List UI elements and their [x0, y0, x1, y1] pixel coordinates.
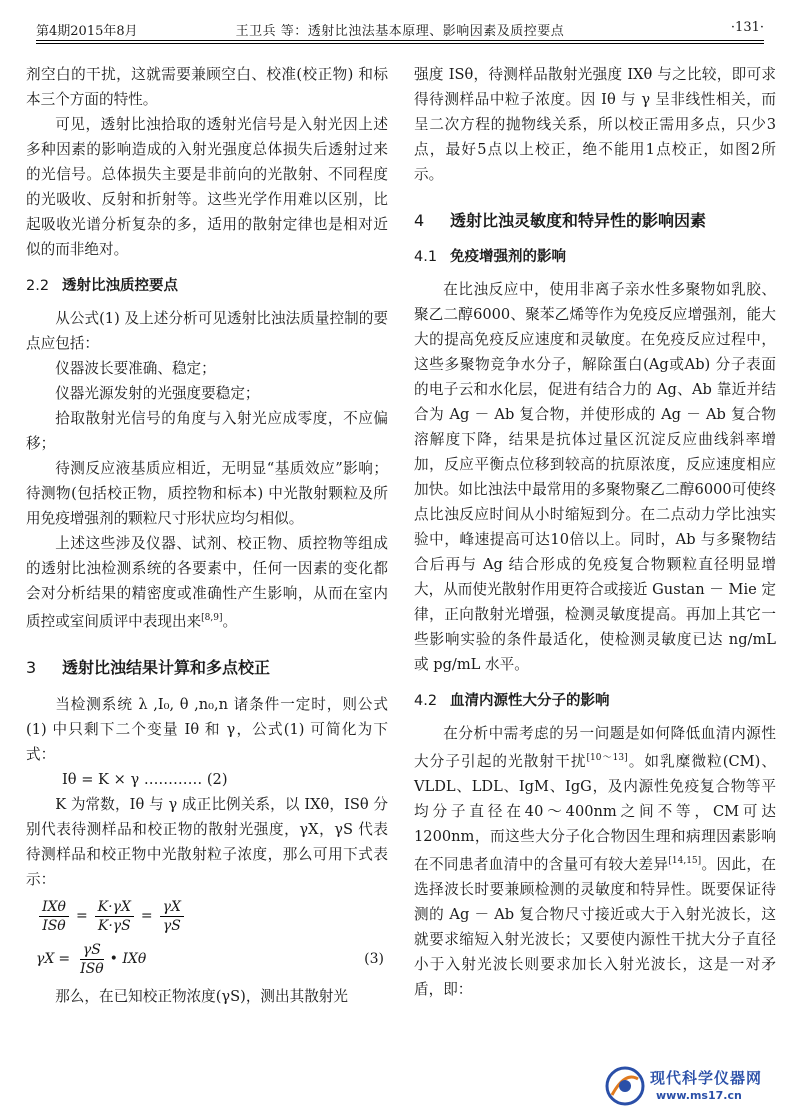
header-rule	[36, 43, 764, 44]
frac-numerator: γS	[80, 941, 104, 960]
right-column	[414, 62, 776, 1002]
section-heading-2-2	[26, 274, 388, 298]
paragraph: 从公式(1) 及上述分析可见透射比浊法质量控制的要点应包括：	[26, 310, 388, 352]
section-number: 4.1	[414, 249, 438, 265]
paragraph: 上述这些涉及仪器、试剂、校正物、质控物等组成的透射比浊检测系统的各要素中，任何一因素的变化都会对分析结果的精密度或准确性产生影响，从而在室内质控或室间质评中表现出来[8,9]。	[26, 535, 388, 630]
frac-denominator: ISθ	[80, 960, 104, 977]
frac-denominator: K·γS	[97, 917, 131, 934]
section-number: 4.2	[414, 693, 438, 709]
paragraph: 当检测系统 λ ,I₀, θ ,n₀,n 诸条件一定时，则公式(1) 中只剩下二个变量 Iθ 和 γ，公式(1) 可简化为下式：	[26, 695, 388, 763]
watermark-logo	[604, 1063, 782, 1109]
frac-denominator: γS	[162, 917, 181, 934]
running-title: 王卫兵 等：透射比浊法基本原理、影响因素及质控要点	[235, 24, 565, 39]
section-title: 透射比浊结果计算和多点校正	[62, 657, 271, 677]
frac-numerator: IXθ	[39, 898, 69, 917]
section-number: 4	[414, 211, 425, 230]
paragraph: 可见，透射比浊拾取的透射光信号是入射光因上述多种因素的影响造成的入射光强度总体损失后透射过来的光信号。总体损失主要是非前向的光散射、不同程度的光吸收、反射和折射等。这些光学作用难以区别，比起吸收光谱分析复杂的多，适用的散射定律也是相对近似的而非绝对。	[26, 116, 388, 258]
logo-url: www.ms17.cn	[656, 1089, 742, 1102]
logo-name: 现代科学仪器网	[650, 1069, 763, 1087]
section-number: 2.2	[26, 278, 50, 294]
list-item: 待测反应液基质应相近，无明显“基质效应”影响；待测物(包括校正物，质控物和标本) 中光散射颗粒及所用免疫增强剂的颗粒尺寸形状应均匀相似。	[26, 460, 388, 527]
section-title: 血清内源性大分子的影响	[450, 693, 610, 709]
section-title: 免疫增强剂的影响	[450, 249, 566, 265]
paragraph: 在分析中需考虑的另一问题是如何降低血清内源性大分子引起的光散射干扰[10～13]。如乳糜微粒(CM)、VLDL、LDL、IgM、IgG，及内源性免疫复合物等平均分子直径在40～400nm之间不等，CM可达1200nm，而这些大分子化合物因生理和病理因素影响在不同患者血清中的含量可有较大差异[14,15]。因此，在选择波长时要兼顾检测的灵敏度和特异性。既要保证待测的 Ag － Ab 复合物尺寸接近或大于入射光波长，这就要求缩短入射光波长；又要使内源性干扰大分子直径小于入射光波长则要求加长入射光波长，这是一对矛盾，即：	[414, 725, 776, 998]
section-heading-4-1	[414, 245, 776, 269]
left-column	[26, 62, 388, 1009]
list-item: 拾取散射光信号的角度与入射光应成零度，不应偏移；	[26, 410, 388, 452]
page-number: ·131·	[730, 20, 764, 35]
equation-lhs: γX	[36, 950, 55, 967]
equation-ratio: $\frac{\text{IXθ}}{\text{ISθ}}$ = $\frac{K\cdot\gamma X}{K\cdot\gamma S}$ = $\frac{\gamma X}{\gamma S}$	[36, 898, 388, 935]
frac-numerator: K·γX	[95, 898, 134, 917]
section-title: 透射比浊质控要点	[62, 278, 178, 294]
paragraph: K 为常数，Iθ 与 γ 成正比例关系，以 IXθ，ISθ 分别代表待测样品和校正物的散射光强度，γX，γS 代表待测样品和校正物中光散射粒子浓度，那么可用下式表示：	[26, 795, 388, 888]
equation-number: (3)	[364, 950, 384, 967]
equation-tail: • IXθ	[109, 950, 147, 967]
citation: [14,15]	[668, 855, 702, 866]
paragraph: 在比浊反应中，使用非离子亲水性多聚物如乳胶、聚乙二醇6000、聚苯乙烯等作为免疫反应增强剂，能大大的提高免疫反应速度和灵敏度。在免疫反应过程中，这些多聚物竞争水分子，解除蛋白(Ag或Ab) 分子表面的电子云和水化层，促进有结合力的 Ag、Ab 靠近并结合为 Ag － Ab 复合物，并使形成的 Ag － Ab 复合物溶解度下降，结果是抗体过量区沉淀反应曲线斜率增加，反应平衡点位移到较高的抗原浓度，反应速度相应加快。如比浊法中最常用的多聚物聚乙二醇6000可使终点比浊反应时间从小时缩短到分。在二点动力学比浊实验中，峰速提高可达10倍以上。同时，Ab 与多聚物结合后再与 Ag 结合形成的免疫复合物颗粒直径明显增大，从而使光散射作用更符合或接近 Gustan － Mie 定律，正向散射光增强，检测灵敏度提高。再加上其它一些影响实验的条件最适化，使检测灵敏度已达 ng/mL 或 pg/mL 水平。	[414, 281, 777, 673]
frac-denominator: ISθ	[42, 917, 66, 934]
equation-2: Iθ = K × γ ………… (2)	[62, 770, 228, 788]
citation: [10～13]	[586, 753, 628, 763]
issue-date: 第4期2015年8月	[36, 24, 138, 39]
list-item: 仪器波长要准确、稳定；	[55, 360, 216, 377]
list-item: 仪器光源发射的光强度要稳定；	[55, 385, 260, 402]
section-number: 3	[26, 657, 37, 677]
section-title: 透射比浊灵敏度和特异性的影响因素	[450, 211, 707, 230]
section-heading-3	[26, 656, 388, 680]
section-heading-4	[414, 209, 776, 233]
running-header	[36, 18, 764, 41]
paragraph: 那么，在已知校正物浓度(γS)，测出其散射光	[55, 987, 348, 1005]
paragraph: 强度 ISθ，待测样品散射光强度 IXθ 与之比较，即可求得待测样品中粒子浓度。因 Iθ 与 γ 呈非线性相关，而呈二次方程的抛物线关系，所以校正需用多点，只少3点，最好5点以上校正，绝不能用1点校正，如图2所示。	[414, 66, 776, 183]
citation: [8,9]	[201, 613, 223, 623]
logo-icon	[604, 1065, 646, 1107]
equation-3: γX = $\frac{\gamma S}{\text{ISθ}}$ • IXθ (3)	[36, 941, 388, 978]
frac-numerator: γX	[160, 898, 184, 917]
section-heading-4-2	[414, 689, 776, 713]
paragraph: 剂空白的干扰，这就需要兼顾空白、校准(校正物) 和标本三个方面的特性。	[26, 66, 388, 108]
